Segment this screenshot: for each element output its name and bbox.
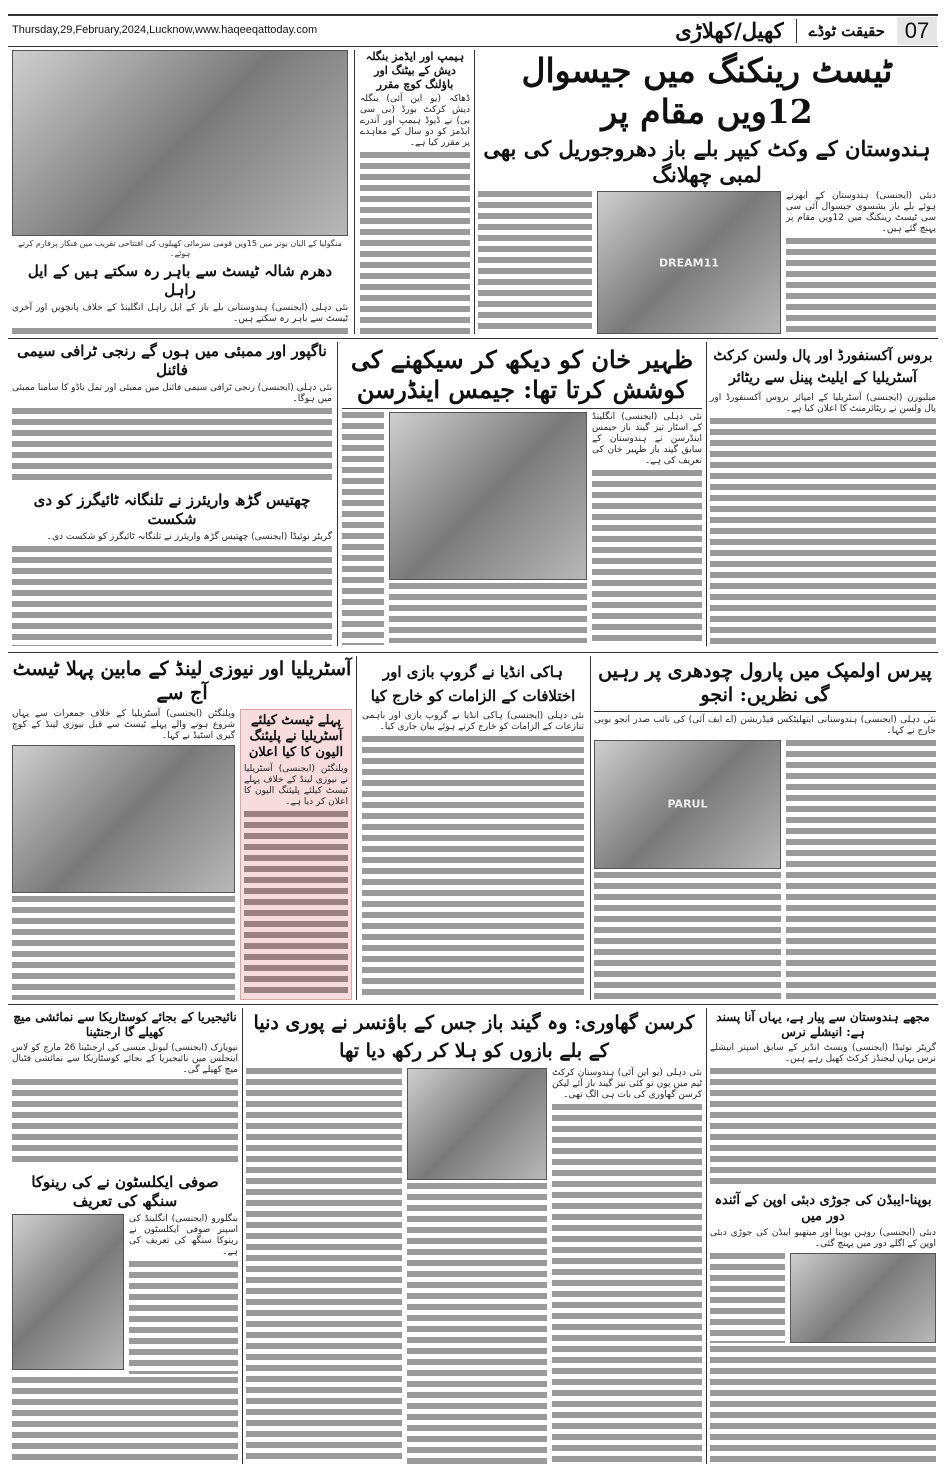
nurse-article	[710, 1010, 936, 1464]
jaiswal-article	[478, 50, 936, 334]
rahul-lead: نئی دہلی (ایجنسی) ہندوستانی بلے باز کے ایل راہل انگلینڈ کے خلاف پانچویں اور آخری ٹیسٹ سے باہر رہ سکتے ہیں۔	[12, 302, 348, 324]
nurse-lead: گریٹر نوئیڈا (ایجنسی) ویسٹ انڈیز کے سابق اسپنر انیشلے نرس یہاں لیجنڈز کرکٹ کھیل رہے ہیں۔	[710, 1043, 936, 1064]
parul-lead: نئی دہلی (ایجنسی) ہندوستانی ایتھلیٹکس فیڈریشن (اے ایف آئی) کی نائب صدر انجو بوبی جارج نے کہا۔	[594, 714, 936, 736]
umpires-article	[710, 345, 936, 645]
hockey-lead: نئی دہلی (ایجنسی) ہاکی انڈیا نے گروپ بازی اور باہمی تنازعات کے الزامات کو خارج کرتے ہوئے بیان جاری کیا۔	[362, 711, 584, 732]
anderson-body-left	[342, 412, 384, 645]
umpires-body	[710, 418, 936, 645]
ghavri-lead: نئی دہلی (یو این آئی) ہندوستان کرکٹ ٹیم میں یوں تو کئی تیز گیند باز آئے لیکن کرسن گھاوری کی بات ہی الگ تھی۔	[552, 1068, 702, 1101]
ecclestone-lead: بنگلورو (ایجنسی) انگلینڈ کی اسپنر صوفی ایکلسٹون نے رینوکا سنگھ کی تعریف کی ہے۔	[129, 1213, 238, 1257]
divider	[594, 711, 936, 712]
bangladesh-headline: ہیمپ اور ایڈمز بنگلہ دیش کے بیٹنگ اور باؤلنگ کوچ مقرر	[365, 50, 465, 91]
ghavri-body-fill-left	[246, 1068, 402, 1464]
top-rule	[8, 14, 938, 16]
ecclestone-body-fill	[129, 1261, 238, 1374]
ecclestone-body-bottom	[12, 1377, 238, 1464]
bopanna-lead: دبئی (ایجنسی) روہن بوپنا اور میتھیو ایبڈن کی جوڑی دبئی اوپن کے اگلے دور میں پہنچ گئی۔	[710, 1228, 936, 1250]
playing11-headline: پہلے ٹیسٹ کیلئے آسٹریلیا نے پلیئنگ الیون کا کیا اعلان	[248, 712, 344, 760]
anderson-lead: نئی دہلی (ایجنسی) انگلینڈ کے اسٹار تیز گیند باز جیمس اینڈرسن نے ہندوستان کے سابق گیند باز ظہیر خان کی تعریف کی ہے۔	[592, 412, 702, 466]
section-title: کھیل/کھلاڑی	[675, 17, 784, 43]
bopanna-body-left	[710, 1253, 785, 1343]
jaiswal-columns	[478, 191, 936, 334]
hockey-body	[362, 736, 584, 1000]
argentina-lead: نیویارک (ایجنسی) لیونل میسی کی ارجنٹینا 26 مارچ کو لاس اینجلس میں نائیجیریا کے بجائے کوسٹاریکا سے نمائشی فٹبال میچ کھیلے گی۔	[12, 1043, 238, 1075]
playing11-lead: ویلنگٹن (ایجنسی) آسٹریلیا نے نیوزی لینڈ کے خلاف پہلے ٹیسٹ کیلئے پلیئنگ الیون کا اعلان کر دیا ہے۔	[244, 764, 348, 808]
argentina-body	[12, 1079, 238, 1166]
bopanna-body-fill	[710, 1253, 785, 1343]
jaiswal-photo	[597, 191, 781, 334]
ghavri-body-right	[552, 1068, 702, 1464]
argentina-headline: نائیجیریا کے بجائے کوسٹاریکا سے نمائشی میچ کھیلے گا ارجنٹینا	[13, 1010, 237, 1039]
hockey-article	[362, 660, 584, 1000]
logo: حقیقت ٹوڈے	[808, 21, 885, 40]
ghavri-columns	[246, 1068, 702, 1464]
divider	[706, 1008, 707, 1464]
ausnz-columns	[12, 709, 352, 1001]
jaiswal-body-right	[786, 191, 936, 334]
renuka-singh-photo	[12, 1214, 124, 1370]
parul-body-right	[786, 740, 936, 1001]
anderson-body-fill-left	[342, 412, 384, 645]
anderson-photo-column	[389, 412, 587, 645]
parul-body-bottom	[594, 872, 781, 1000]
ceremony-photo	[12, 50, 348, 236]
jaiswal-headline: ٹیسٹ رینکنگ میں جیسوال 12ویں مقام پر	[521, 51, 893, 132]
ecclestone-headline: صوفی ایکلسٹون نے کی رینوکا سنگھ کی تعریف	[31, 1173, 219, 1210]
jaiswal-photo-label: DREAM11	[659, 256, 719, 269]
umpires-lead: میلبورن (ایجنسی) آسٹریلیا کے امپائر بروس آکسنفورڈ اور پال ولسن نے ریٹائرمنٹ کا اعلان کیا ہے۔	[710, 392, 936, 414]
divider	[242, 1008, 243, 1464]
anderson-headline: ظہیر خان کو دیکھ کر سیکھنے کی کوشش کرتا تھا: جیمس اینڈرسن	[350, 345, 694, 404]
anderson-columns	[342, 412, 702, 645]
ecclestone-columns	[12, 1214, 238, 1374]
nurse-headline: مجھے ہندوستان سے پیار ہے، یہاں آنا پسند ہے: انیشلے نرس	[716, 1010, 930, 1039]
parul-article	[594, 660, 936, 1000]
ausnz-lead: ویلنگٹن (ایجنسی) آسٹریلیا کے خلاف جمعرات سے یہاں شروع ہونے والے پہلے ٹیسٹ سے قبل نیوزی لینڈ کے کوچ گیری اسٹیڈ نے کہا۔	[12, 708, 235, 741]
cummins-southee-trophy-photo	[12, 745, 235, 893]
ausnz-body	[12, 896, 235, 1001]
ecclestone-body-right	[129, 1214, 238, 1374]
anderson-article	[342, 345, 702, 645]
bangladesh-lead: ڈھاکہ (یو این آئی) بنگلہ دیش کرکٹ بورڈ (بی سی بی) نے ڈیوڈ ہیمپ اور آندرے ایڈمز کو دو سال کے معاہدے پر مقرر کیا ہے۔	[360, 94, 470, 149]
ghavri-body-fill	[552, 1104, 702, 1464]
divider	[356, 656, 357, 1000]
ranji-lead: نئی دہلی (ایجنسی) رنجی ٹرافی سیمی فائنل میں ممبئی اور تمل ناڈو کا سامنا ممبئی میں ہوگا۔	[12, 382, 332, 404]
chhattisgarh-lead: گریٹر نوئیڈا (ایجنسی) چھتیس گڑھ واریئرز نے تلنگانہ ٹائیگرز کو شکست دی۔	[46, 531, 332, 542]
divider	[706, 342, 707, 646]
playing11-body	[244, 811, 348, 996]
page-number: 07	[897, 17, 937, 45]
ghavri-headline: کرسن گھاوری: وہ گیند باز جس کے باؤنسر نے پوری دنیا کے بلے بازوں کو ہلا کر رکھ دیا تھا	[253, 1012, 695, 1062]
section-rule	[8, 338, 938, 339]
anderson-zaheer-photo	[389, 412, 587, 580]
jaiswal-body-fill-left	[478, 191, 592, 334]
parul-photo-column	[594, 740, 781, 1001]
nurse-body	[710, 1068, 936, 1186]
parul-photo	[594, 740, 781, 870]
anderson-body-fill	[592, 470, 702, 645]
hockey-headline: ہاکی انڈیا نے گروپ بازی اور اختلافات کے الزامات کو خارج کیا	[370, 663, 576, 705]
jaiswal-body-left	[478, 191, 592, 334]
rahul-article	[12, 50, 348, 334]
masthead	[675, 17, 937, 45]
jaiswal-photo-column	[597, 191, 781, 334]
divider	[354, 50, 355, 334]
chhattisgarh-headline: چھتیس گڑھ واریئرز نے تلنگانہ ٹائیگرز کو دی شکست	[33, 491, 311, 529]
parul-body-fill	[786, 740, 936, 1001]
ranji-headline: ناگپور اور ممبئی میں ہوں گے رنجی ٹرافی سیمی فائنل	[17, 342, 327, 379]
divider	[342, 408, 702, 409]
ghavri-body-middle	[407, 1183, 547, 1464]
playing11-box	[240, 709, 352, 1001]
ranji-body	[12, 408, 332, 485]
jaiswal-body-fill	[786, 238, 936, 334]
section-rule	[8, 1004, 938, 1005]
photo-caption: منگولیا کے الیان بوتر میں 15ویں قومی سرمائی کھیلوں کی افتتاحی تقریب میں فنکار پرفارم کرتے ہوئے۔	[18, 239, 342, 258]
ausnz-main-column	[12, 709, 235, 1001]
bopanna-columns	[710, 1253, 936, 1343]
ausnz-article	[12, 658, 352, 1000]
section-rule	[8, 652, 938, 653]
bopanna-headline: بوپنا-ایبڈن کی جوڑی دبئی اوپن کے آئندہ دور میں	[714, 1192, 932, 1224]
bangladesh-body	[360, 152, 470, 334]
ghavri-article	[246, 1010, 702, 1464]
argentina-article	[12, 1010, 238, 1464]
divider	[796, 19, 797, 43]
divider	[474, 50, 475, 334]
ausnz-headline: آسٹریلیا اور نیوزی لینڈ کے مابین پہلا ٹیسٹ آج سے	[12, 658, 352, 704]
ghavri-body-left	[246, 1068, 402, 1464]
jaiswal-subhead: ہندوستان کے وکٹ کیپر بلے باز دھروجوریل کی بھی لمبی چھلانگ	[483, 135, 931, 187]
chhattisgarh-body	[12, 546, 332, 646]
bangladesh-article	[360, 50, 470, 334]
anderson-body-right	[592, 412, 702, 645]
rahul-headline: دھرم شالہ ٹیسٹ سے باہر رہ سکتے ہیں کے ایل راہل	[27, 262, 333, 299]
karsan-ghavri-photo	[407, 1068, 547, 1180]
parul-columns	[594, 740, 936, 1001]
jaiswal-lead: دبئی (ایجنسی) ہندوستان کے ابھرتے ہوئے بلے باز یشسوی جیسوال آئی سی سی ٹیسٹ رینکنگ میں 12ویں مقام پر پہنچ گئے ہیں۔	[786, 191, 936, 234]
parul-headline: پیرس اولمپک میں پارول چودھری پر رہیں گی نظریں: انجو	[598, 660, 932, 706]
ghavri-photo-column	[407, 1068, 547, 1464]
umpires-headline: بروس آکسنفورڈ اور پال ولسن کرکٹ آسٹریلیا کے ایلیٹ پینل سے ریٹائر	[713, 348, 933, 387]
dateline: Thursday,29,February,2024,Lucknow,www.haqeeqattoday.com	[12, 24, 318, 36]
anderson-body-bottom	[389, 583, 587, 643]
bopanna-body-bottom	[710, 1346, 936, 1464]
bopanna-ebden-photo	[790, 1253, 936, 1343]
rahul-body	[12, 328, 348, 335]
parul-photo-label: PARUL	[667, 797, 708, 811]
ranji-article	[12, 342, 332, 646]
divider	[590, 656, 591, 1000]
divider	[337, 342, 338, 646]
header-rule	[8, 46, 938, 47]
